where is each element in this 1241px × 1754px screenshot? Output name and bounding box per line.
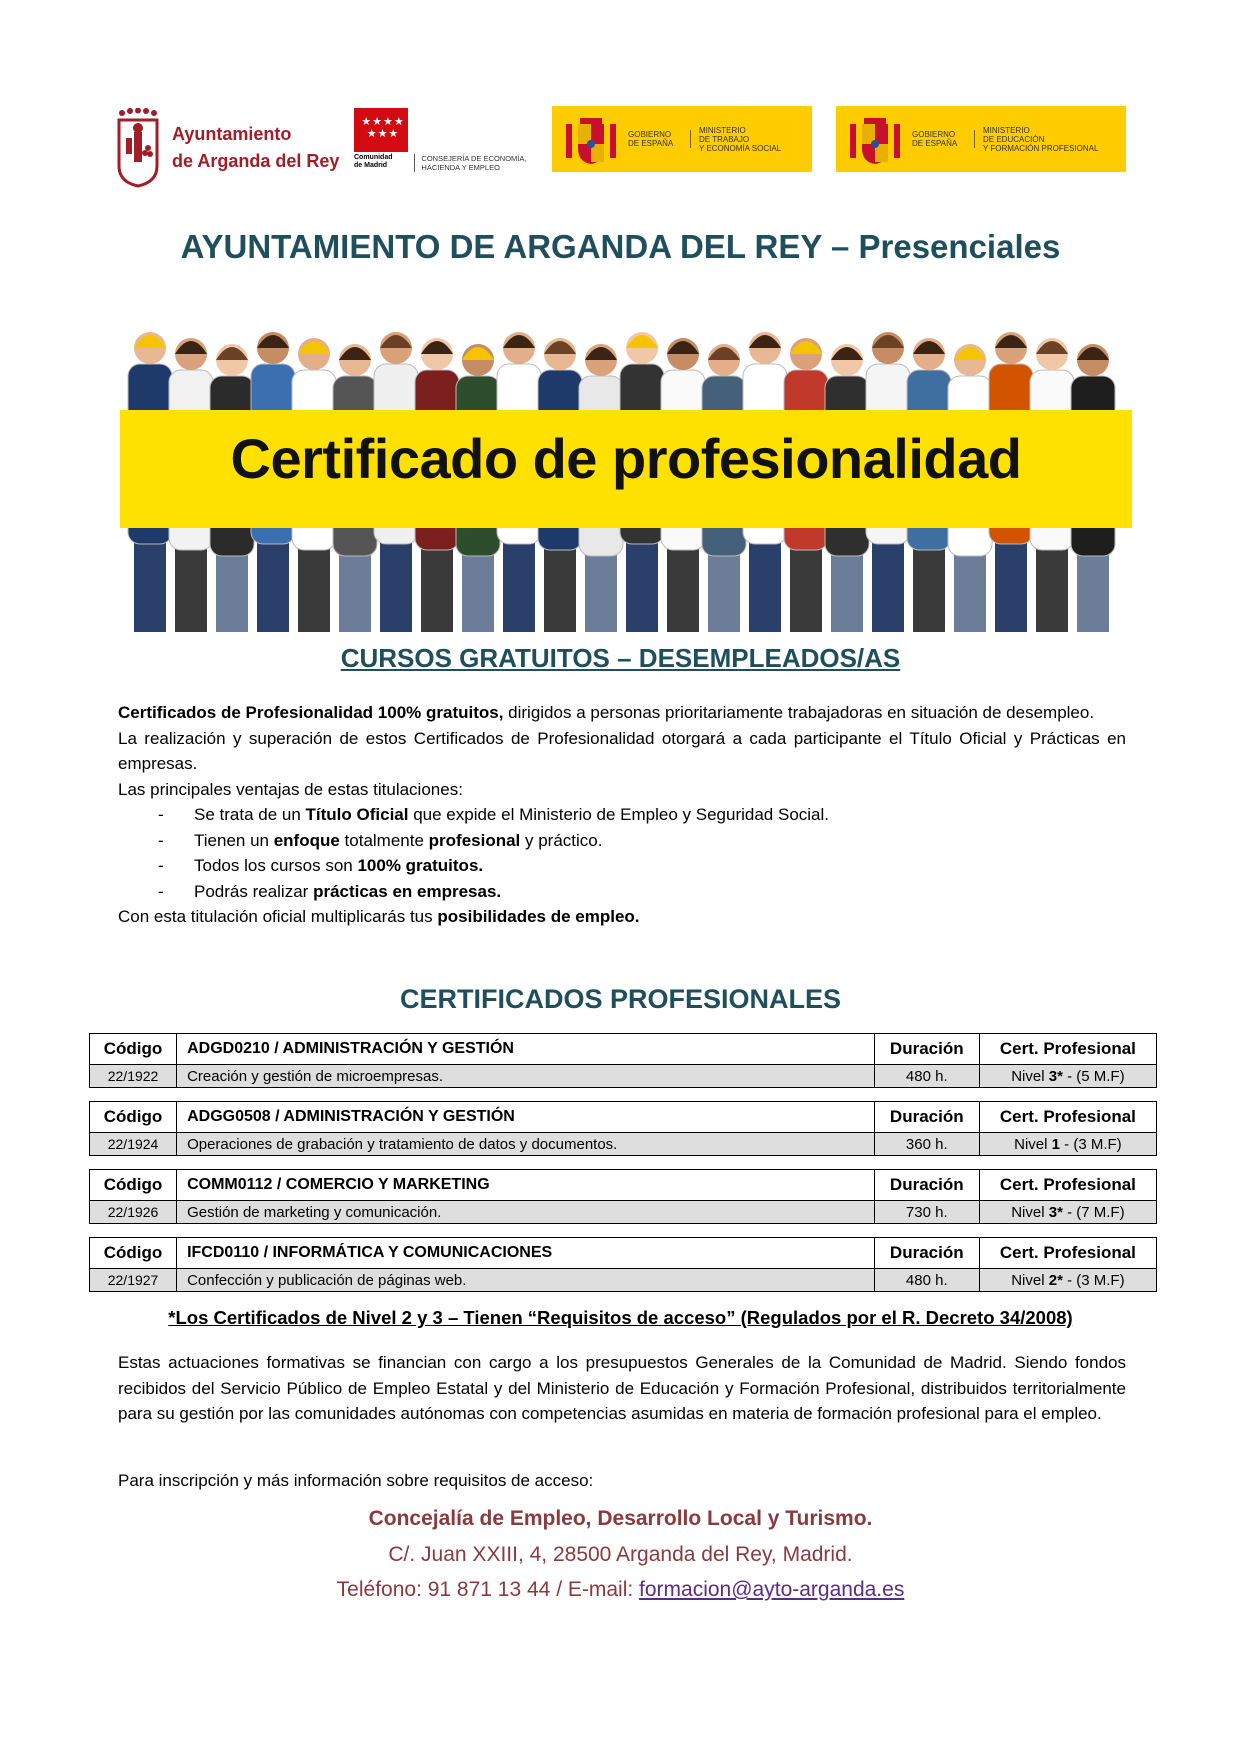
certificate-duration: 480 h. bbox=[874, 1269, 979, 1292]
certificate-level bbox=[979, 1133, 1156, 1156]
email-link[interactable]: formacion@ayto-arganda.es bbox=[639, 1578, 905, 1601]
gobierno-trabajo-logo bbox=[552, 106, 812, 172]
access-requirements-note: *Los Certificados de Nivel 2 y 3 – Tienen “Requisitos de acceso” (Regulados por el R. Decreto 34/2008) bbox=[168, 1307, 1073, 1328]
banner-text: Certificado de profesionalidad bbox=[230, 427, 1022, 490]
madrid-name-2: de Madrid bbox=[354, 162, 388, 169]
intro-section bbox=[118, 700, 1126, 930]
table-header-row bbox=[90, 1102, 1157, 1133]
level-prefix: Nivel bbox=[1014, 1135, 1052, 1153]
cert-header: Cert. Profesional bbox=[979, 1034, 1156, 1065]
list-item bbox=[118, 853, 1126, 879]
code-header: Código bbox=[90, 1170, 177, 1201]
bullet-bold: 100% gratuitos. bbox=[357, 856, 484, 875]
level-value: 1 bbox=[1051, 1135, 1060, 1153]
list-item bbox=[118, 802, 1126, 828]
certificates-section-title: CERTIFICADOS PROFESIONALES bbox=[399, 984, 842, 1014]
certificate-title: ADGD0210 / ADMINISTRACIÓN Y GESTIÓN bbox=[177, 1034, 875, 1065]
certificate-code: 22/1922 bbox=[90, 1065, 177, 1088]
certificate-level bbox=[979, 1065, 1156, 1088]
contact-phone-email bbox=[0, 1578, 1241, 1602]
gob1-col2-1: MINISTERIO bbox=[699, 125, 746, 135]
certificate-level bbox=[979, 1201, 1156, 1224]
certificate-title: COMM0112 / COMERCIO Y MARKETING bbox=[177, 1170, 875, 1201]
level-mf: - (3 M.F) bbox=[1062, 1271, 1125, 1289]
spain-coat-of-arms-icon bbox=[846, 110, 904, 168]
contact-address: C/. Juan XXIII, 4, 28500 Arganda del Rey, Madrid. bbox=[388, 1543, 853, 1566]
arganda-line-2: de Arganda del Rey bbox=[172, 151, 340, 171]
bullet-text: Tienen un bbox=[194, 830, 274, 850]
code-header: Código bbox=[90, 1102, 177, 1133]
table-header-row bbox=[90, 1170, 1157, 1201]
duration-header: Duración bbox=[874, 1102, 979, 1133]
table-row bbox=[90, 1269, 1157, 1292]
duration-header: Duración bbox=[874, 1034, 979, 1065]
gob2-col2-3: Y FORMACIÓN PROFESIONAL bbox=[983, 143, 1099, 153]
level-mf: - (3 M.F) bbox=[1060, 1135, 1122, 1153]
certificate-code: 22/1927 bbox=[90, 1269, 177, 1292]
certificate-duration: 360 h. bbox=[874, 1133, 979, 1156]
p4-text: Con esta titulación oficial multiplicarás tus bbox=[118, 907, 438, 926]
level-value: 2* bbox=[1048, 1271, 1063, 1289]
cert-header: Cert. Profesional bbox=[979, 1102, 1156, 1133]
bullet-text: totalmente bbox=[339, 830, 429, 850]
ayuntamiento-logo bbox=[116, 106, 346, 190]
bullet-text: Podrás realizar bbox=[194, 881, 314, 901]
contact-department: Concejalía de Empleo, Desarrollo Local y Turismo. bbox=[368, 1507, 873, 1530]
certificate-code: 22/1924 bbox=[90, 1133, 177, 1156]
inscription-paragraph: Para inscripción y más información sobre requisitos de acceso: bbox=[118, 1471, 594, 1490]
table-row bbox=[90, 1133, 1157, 1156]
intro-p1-rest: dirigidos a personas prioritariamente trabajadoras en situación de desempleo. bbox=[503, 703, 1095, 722]
madrid-name-1: Comunidad bbox=[354, 154, 393, 161]
gob2-col1-1: GOBIERNO bbox=[912, 130, 956, 139]
cert-header: Cert. Profesional bbox=[979, 1170, 1156, 1201]
duration-header: Duración bbox=[874, 1238, 979, 1269]
level-prefix: Nivel bbox=[1011, 1271, 1049, 1289]
certificate-desc: Creación y gestión de microempresas. bbox=[177, 1065, 875, 1088]
bullet-text: Se trata de un bbox=[194, 805, 306, 824]
certificate-table bbox=[89, 1237, 1157, 1292]
madrid-dept-2: HACIENDA Y EMPLEO bbox=[421, 163, 500, 172]
list-item bbox=[118, 828, 1126, 854]
certificado-banner bbox=[120, 318, 1132, 632]
level-value: 3* bbox=[1048, 1067, 1063, 1085]
gob1-col2-2: DE TRABAJO bbox=[699, 134, 750, 144]
arganda-line-1: Ayuntamiento bbox=[172, 124, 292, 144]
certificate-desc: Operaciones de grabación y tratamiento de datos y documentos. bbox=[177, 1133, 875, 1156]
gob2-col2-2: DE EDUCACIÓN bbox=[983, 134, 1045, 144]
certificate-table bbox=[89, 1033, 1157, 1088]
table-header-row bbox=[90, 1238, 1157, 1269]
certificate-table bbox=[89, 1101, 1157, 1156]
gob1-col1-2: DE ESPAÑA bbox=[628, 139, 674, 148]
madrid-flag-icon: ★★★★ ★★★ Comunidad de Madrid bbox=[354, 108, 408, 152]
certificate-title: ADGG0508 / ADMINISTRACIÓN Y GESTIÓN bbox=[177, 1102, 875, 1133]
certificate-level bbox=[979, 1269, 1156, 1292]
level-prefix: Nivel bbox=[1011, 1203, 1049, 1221]
certificate-table bbox=[89, 1169, 1157, 1224]
level-mf: - (5 M.F) bbox=[1062, 1067, 1125, 1085]
level-mf: - (7 M.F) bbox=[1062, 1203, 1125, 1221]
gob1-col2-3: Y ECONOMÍA SOCIAL bbox=[699, 143, 782, 153]
intro-paragraph-1 bbox=[118, 700, 1126, 726]
gob2-col1-2: DE ESPAÑA bbox=[912, 139, 958, 148]
list-item bbox=[118, 879, 1126, 905]
certificate-duration: 480 h. bbox=[874, 1065, 979, 1088]
bullet-bold: enfoque bbox=[273, 830, 340, 850]
table-row bbox=[90, 1065, 1157, 1088]
bullet-text: y práctico. bbox=[520, 830, 603, 850]
code-header: Código bbox=[90, 1238, 177, 1269]
certificate-desc: Gestión de marketing y comunicación. bbox=[177, 1201, 875, 1224]
spain-coat-of-arms-icon bbox=[562, 110, 620, 168]
financing-paragraph: Estas actuaciones formativas se financian con cargo a los presupuestos Generales de la Comunidad de Madrid. Siendo fondos recibidos del Servicio Público de Empleo Estatal y del Ministerio de Educación y Formación Profesional, distribuidos territorialmente para su gestión por las comunidades autónomas con competencias asumidas en materia de formación profesional para el empleo. bbox=[118, 1353, 1126, 1423]
certificate-duration: 730 h. bbox=[874, 1201, 979, 1224]
intro-paragraph-2: La realización y superación de estos Certificados de Profesionalidad otorgará a cada participante el Título Oficial y Prácticas en empresas. bbox=[118, 728, 1126, 773]
bullet-bold: profesional bbox=[428, 830, 521, 850]
comunidad-madrid-logo bbox=[354, 108, 534, 178]
intro-paragraph-3: Las principales ventajas de estas titulaciones: bbox=[118, 779, 463, 799]
certificate-code: 22/1926 bbox=[90, 1201, 177, 1224]
intro-p1-bold: Certificados de Profesionalidad 100% gratuitos, bbox=[118, 703, 504, 722]
madrid-dept-1: CONSEJERÍA DE ECONOMÍA, bbox=[421, 154, 527, 163]
table-header-row bbox=[90, 1034, 1157, 1065]
courses-subtitle: CURSOS GRATUITOS – DESEMPLEADOS/AS bbox=[340, 643, 901, 673]
advantages-list bbox=[118, 802, 1126, 904]
table-row bbox=[90, 1201, 1157, 1224]
level-value: 3* bbox=[1048, 1203, 1063, 1221]
certificate-desc: Confección y publicación de páginas web. bbox=[177, 1269, 875, 1292]
gobierno-educacion-logo bbox=[836, 106, 1126, 172]
cert-header: Cert. Profesional bbox=[979, 1238, 1156, 1269]
bullet-text: Todos los cursos son bbox=[194, 856, 358, 875]
bullet-text: que expide el Ministerio de Empleo y Seguridad Social. bbox=[408, 805, 830, 824]
p4-bold: posibilidades de empleo. bbox=[437, 907, 640, 926]
intro-paragraph-4 bbox=[118, 904, 1126, 930]
gob1-col1-1: GOBIERNO bbox=[628, 130, 672, 139]
bullet-bold: prácticas en empresas. bbox=[313, 881, 502, 901]
code-header: Código bbox=[90, 1034, 177, 1065]
bullet-bold: Título Oficial bbox=[305, 805, 409, 824]
duration-header: Duración bbox=[874, 1170, 979, 1201]
certificate-title: IFCD0110 / INFORMÁTICA Y COMUNICACIONES bbox=[177, 1238, 875, 1269]
page-title: AYUNTAMIENTO DE ARGANDA DEL REY – Presenciales bbox=[180, 228, 1061, 265]
contact-phone: Teléfono: 91 871 13 44 / E-mail: bbox=[336, 1578, 640, 1601]
gob2-col2-1: MINISTERIO bbox=[983, 125, 1030, 135]
level-prefix: Nivel bbox=[1011, 1067, 1049, 1085]
arganda-shield-icon bbox=[116, 108, 160, 188]
